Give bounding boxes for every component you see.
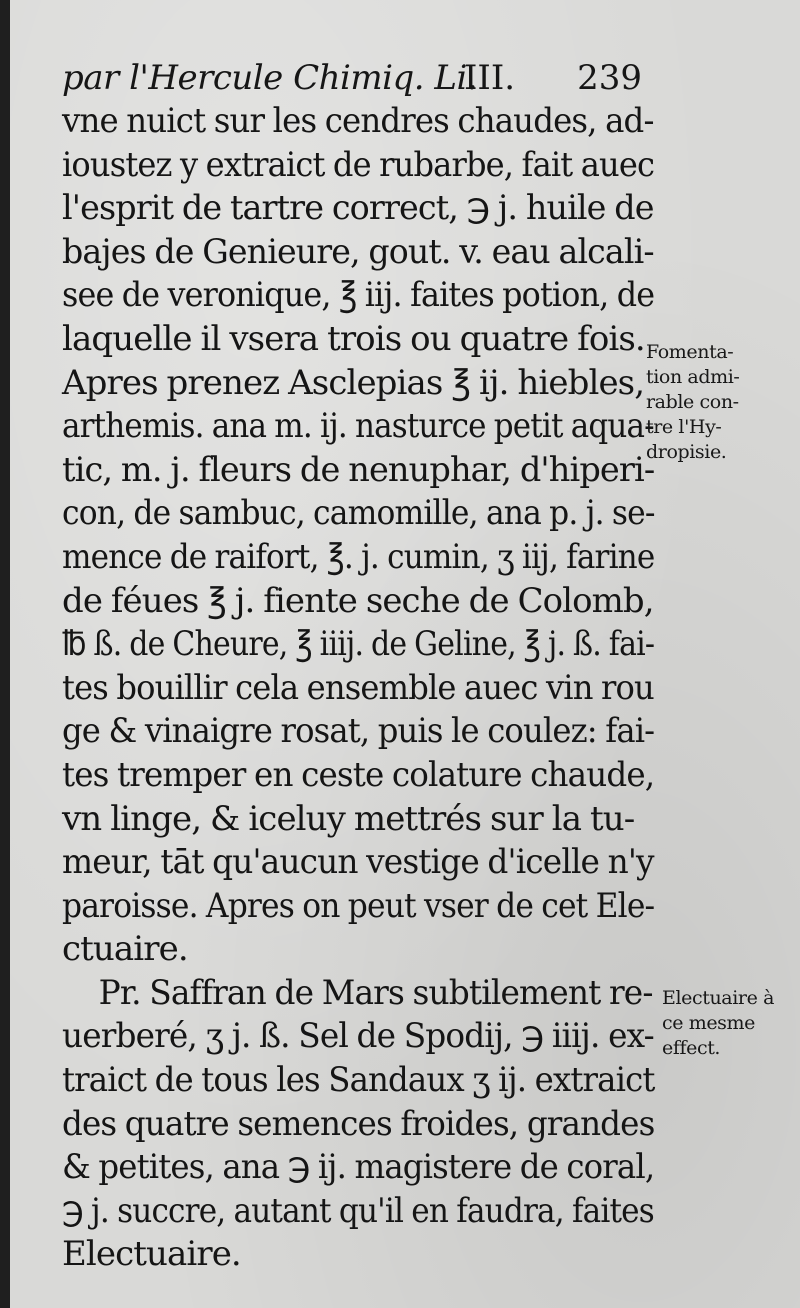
margin-note-line: Electuaire à: [662, 987, 775, 1009]
text-line: Apres prenez Asclepias ℥ ij. hiebles,: [62, 362, 645, 403]
text-line: des quatre semences froides, grandes: [62, 1103, 655, 1144]
margin-note-line: rable con-: [646, 391, 739, 413]
text-line: ioustez y extraict de rubarbe, fait auec: [62, 144, 655, 185]
text-line: Electuaire.: [62, 1234, 241, 1275]
text-line: de féues ℥ j. fiente seche de Colomb,: [62, 580, 654, 621]
text-line: mence de raifort, ℥. j. cumin, ʒ iij, farine: [62, 536, 655, 577]
page-number: 239: [577, 58, 642, 98]
text-line: uerberé, ʒ j. ß. Sel de Spodij, ℈ iiij. ex-: [62, 1016, 654, 1057]
text-line: arthemis. ana m. ij. nasturce petit aqua-: [62, 406, 654, 447]
text-line: & petites, ana ℈ ij. magistere de coral,: [62, 1147, 655, 1188]
text-line: traict de tous les Sandaux ʒ ij. extraict: [62, 1060, 655, 1101]
text-line: con, de sambuc, camomille, ana p. j. se-: [62, 493, 655, 534]
text-line: tic, m. j. fleurs de nenuphar, d'hiperi-: [62, 449, 655, 490]
book-number: III.: [464, 58, 516, 98]
margin-note-line: ce mesme: [662, 1012, 755, 1034]
text-line: paroisse. Apres on peut vser de cet Ele-: [62, 885, 655, 926]
text-line: l'esprit de tartre correct, ℈ j. huile de: [62, 188, 654, 229]
text-line: see de veronique, ℥ iij. faites potion, de: [62, 275, 655, 316]
text-line: ctuaire.: [62, 929, 188, 970]
text-line: vne nuict sur les cendres chaudes, ad-: [62, 101, 654, 141]
margin-note-line: dropisie.: [646, 441, 727, 463]
text-line: vn linge, & iceluy mettrés sur la tu-: [62, 798, 635, 839]
text-line: tes tremper en ceste colature chaude,: [62, 754, 655, 795]
margin-note-fomentation: [646, 340, 739, 465]
book-page: [10, 0, 800, 1308]
text-line: Pr. Saffran de Mars subtilement re-: [98, 972, 653, 1013]
page-header: [62, 52, 642, 104]
margin-note-electuaire: [662, 986, 774, 1061]
margin-note-line: effect.: [662, 1037, 721, 1059]
text-line: ℈ j. succre, autant qu'il en faudra, faites: [62, 1190, 654, 1231]
text-line: laquelle il vsera trois ou quatre fois.: [62, 318, 645, 359]
text-line: bajes de Genieure, gout. v. eau alcali-: [62, 231, 654, 272]
margin-note-line: Fomenta-: [646, 341, 734, 363]
body-text: [62, 100, 654, 1277]
text-line: tes bouillir cela ensemble auec vin rou: [62, 667, 654, 708]
margin-note-line: tre l'Hy-: [646, 416, 722, 438]
text-line: ℔ ß. de Cheure, ℥ iiij. de Geline, ℥ j. ß. fai-: [62, 624, 655, 665]
running-head: par l'Hercule Chimiq. Li.: [62, 58, 478, 98]
text-line: ge & vinaigre rosat, puis le coulez: fai-: [62, 711, 655, 752]
margin-note-line: tion admi-: [646, 366, 740, 388]
text-line: meur, tāt qu'aucun vestige d'icelle n'y: [62, 842, 654, 883]
